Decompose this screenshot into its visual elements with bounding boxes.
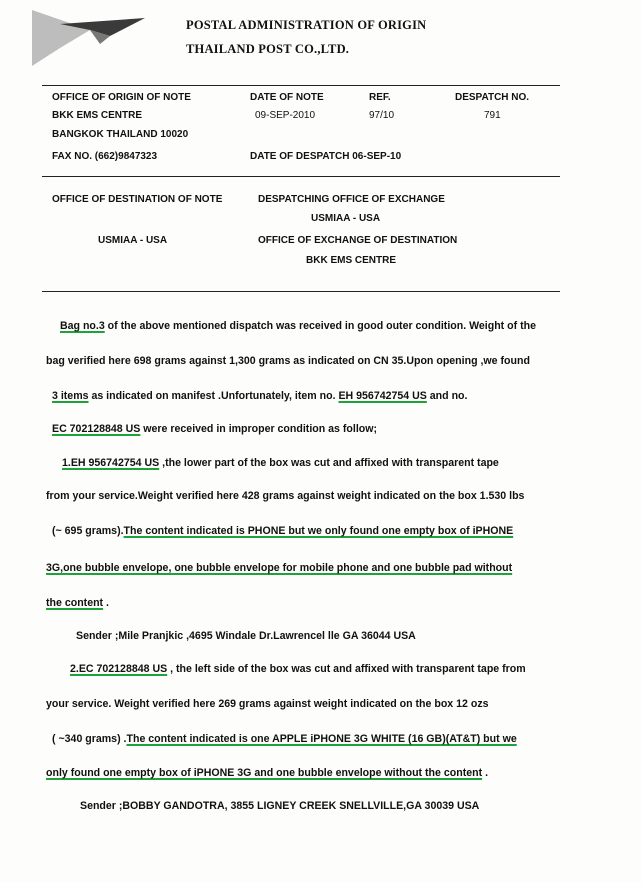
date-of-note-label: DATE OF NOTE: [250, 92, 324, 103]
office-origin-address: BANGKOK THAILAND 10020: [52, 129, 189, 140]
postal-logo-icon: [30, 8, 150, 73]
body-text: (~ 695 grams).: [52, 525, 124, 537]
divider: [42, 176, 560, 177]
tracking-number: 2.EC 702128848 US: [70, 663, 168, 675]
body-line: from your service.Weight verified here 428 grams against weight indicated on the box 1.530 lbs: [46, 490, 525, 502]
content-note: only found one empty box of iPHONE 3G and one bubble envelope without the content: [46, 767, 483, 779]
content-note: 3G,one bubble envelope, one bubble envelope for mobile phone and one bubble pad without: [46, 562, 513, 574]
header-title: POSTAL ADMINISTRATION OF ORIGIN: [186, 18, 427, 32]
body-line: [46, 767, 488, 779]
ref-label: REF.: [369, 92, 391, 103]
despatching-office-value: USMIAA - USA: [311, 213, 381, 224]
date-of-despatch-value: 06-SEP-10: [352, 151, 402, 162]
ref-value: 97/10: [369, 110, 395, 121]
body-line: [62, 457, 499, 469]
body-line: [46, 597, 109, 609]
body-text: , the left side of the box was cut and affixed with transparent tape from: [167, 663, 526, 675]
date-of-note-value: 09-SEP-2010: [255, 110, 316, 121]
body-text: ,the lower part of the box was cut and affixed with transparent tape: [159, 457, 499, 469]
content-note: The content indicated is one APPLE iPHONE 3G WHITE (16 GB)(AT&T) but we: [126, 733, 517, 745]
items-count: 3 items: [52, 390, 89, 402]
despatch-no-value: 791: [484, 110, 501, 121]
body-line: [60, 320, 536, 332]
body-line: [46, 562, 512, 574]
tracking-number: EC 702128848 US: [52, 423, 141, 435]
body-line: [52, 733, 517, 745]
body-text: ( ~340 grams) .: [52, 733, 127, 745]
body-line: bag verified here 698 grams against 1,300 grams as indicated on CN 35.Upon opening ,we found: [46, 355, 530, 367]
body-text: were received in improper condition as follow;: [140, 423, 378, 435]
fax-number: FAX NO. (662)9847323: [52, 151, 158, 162]
office-destination-value: USMIAA - USA: [98, 235, 168, 246]
header-subtitle: THAILAND POST CO.,LTD.: [186, 42, 350, 56]
date-of-despatch-label: DATE OF DESPATCH: [250, 151, 350, 162]
office-origin-label: OFFICE OF ORIGIN OF NOTE: [52, 92, 191, 103]
content-note: the content: [46, 597, 104, 609]
tracking-number: 1.EH 956742754 US: [62, 457, 160, 469]
sender-2: Sender ;BOBBY GANDOTRA, 3855 LIGNEY CREEK SNELLVILLE,GA 30039 USA: [80, 800, 480, 812]
sender-1: Sender ;Mile Pranjkic ,4695 Windale Dr.Lawrencel lle GA 36044 USA: [76, 630, 416, 642]
body-line: your service. Weight verified here 269 grams against weight indicated on the box 12 ozs: [46, 698, 489, 710]
bag-number: Bag no.3: [60, 320, 105, 332]
body-text: of the above mentioned dispatch was received in good outer condition. Weight of the: [104, 320, 536, 332]
body-text: and no.: [426, 390, 468, 402]
exchange-destination-value: BKK EMS CENTRE: [306, 255, 397, 266]
date-of-despatch: [250, 151, 401, 162]
body-text: .: [482, 767, 489, 779]
office-destination-label: OFFICE OF DESTINATION OF NOTE: [52, 194, 223, 205]
despatching-office-label: DESPATCHING OFFICE OF EXCHANGE: [258, 194, 445, 205]
despatch-no-label: DESPATCH NO.: [455, 92, 530, 103]
body-line: [52, 525, 513, 537]
exchange-destination-label: OFFICE OF EXCHANGE OF DESTINATION: [258, 235, 458, 246]
content-note: The content indicated is PHONE but we only found one empty box of iPHONE: [123, 525, 514, 537]
tracking-number: EH 956742754 US: [338, 390, 427, 402]
body-text: .: [103, 597, 109, 609]
body-line: [52, 390, 467, 402]
body-line: [70, 663, 526, 675]
body-text: as indicated on manifest .Unfortunately, item no.: [88, 390, 339, 402]
divider: [42, 85, 560, 86]
divider: [42, 291, 560, 292]
office-origin-name: BKK EMS CENTRE: [52, 110, 143, 121]
body-line: [52, 423, 377, 435]
